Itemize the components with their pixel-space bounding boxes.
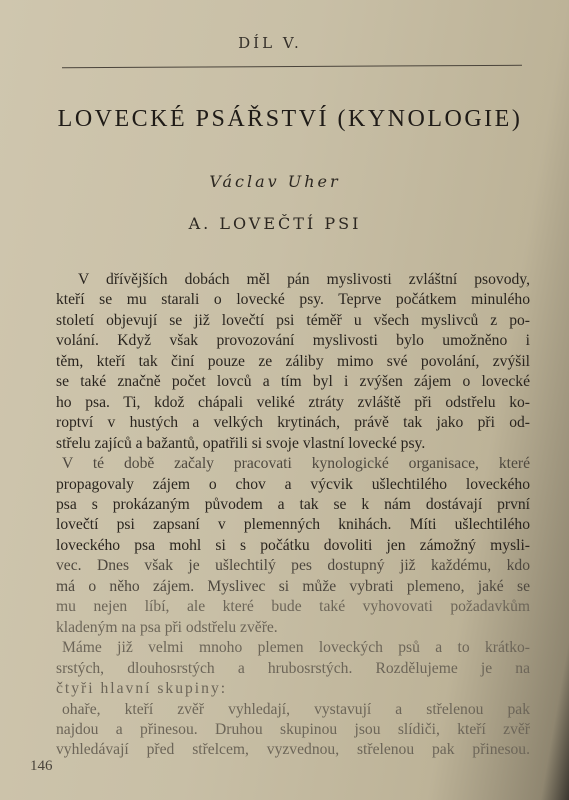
text-line: vec. Dnes však je ušlechtilý pes dostupný již každému, kdo: [56, 557, 530, 575]
text-line: čtyři hlavní skupiny:: [56, 680, 228, 698]
text-line: V dřívějších dobách měl pán myslivosti zvláštní psovody,: [78, 271, 530, 288]
text-line: loveckého psa mohl si s počátku dovoliti jen zámožný mysli-: [56, 536, 530, 554]
text-line: psa s prokázaným původem a tak se k nám dostávají první: [56, 495, 530, 513]
text-line: roptví v hustých a velkých krytinách, právě tak jako při od-: [56, 414, 530, 432]
text-line: se také značně počet lovců a tím byl i zvýšen zájem o lovecké: [56, 373, 530, 391]
text-line: těm, kteří tak činí pouze ze záliby mimo své povolání, zvýšil: [56, 352, 530, 370]
text-line: kteří se mu starali o lovecké psy. Teprve počátkem minulého: [56, 291, 530, 309]
text-line: vyhledávají před střelcem, vyzvednou, střelenou pak přinesou.: [56, 741, 530, 759]
chapter-title: LOVECKÉ PSÁŘSTVÍ (KYNOLOGIE): [57, 106, 523, 132]
body-text: [56, 270, 530, 761]
text-line: lovečtí psi zapsaní v plemenných knihách. Míti ušlechtilého: [56, 516, 530, 534]
author-name: Václav Uher: [209, 172, 341, 191]
text-line: propagovaly zájem o chov a výcvik ušlechtilého loveckého: [56, 475, 530, 493]
text-line: ohaře, kteří zvěř vyhledají, vystavují a střelenou pak: [62, 700, 530, 718]
text-line: ho psa. Ti, kdož chápali veliké ztráty zvláště při odstřelu ko-: [56, 393, 530, 411]
text-line: V té době začaly pracovati kynologické organisace, které: [62, 455, 530, 473]
text-line: najdou a přinesou. Druhou skupinou jsou slídiči, kteří zvěř: [56, 720, 530, 738]
text-line: má o něho zájem. Myslivec si může vybrati plemeno, jaké se: [56, 577, 530, 595]
text-line: mu nejen líbí, ale které bude také vyhovovati požadavkům: [56, 598, 530, 616]
section-heading: A. LOVEČTÍ PSI: [188, 214, 362, 233]
text-line: století objevují se již lovečtí psi téměř u všech myslivců z po-: [56, 311, 530, 329]
text-line: volání. Když však provozování myslivosti bylo umožněno i: [56, 332, 530, 350]
page-number: 146: [30, 758, 53, 774]
header-rule: [62, 65, 522, 68]
text-line: Máme již velmi mnoho plemen loveckých psů a to krátko-: [62, 639, 530, 657]
part-heading: DÍL V.: [238, 34, 302, 52]
text-line: kladeným na psa při odstřelu zvěře.: [56, 618, 278, 636]
text-line: srstých, dlouhosrstých a hrubosrstých. Rozdělujeme je na: [56, 659, 530, 677]
text-line: střelu zajíců a bažantů, opatřili si svoje vlastní lovecké psy.: [56, 434, 426, 452]
